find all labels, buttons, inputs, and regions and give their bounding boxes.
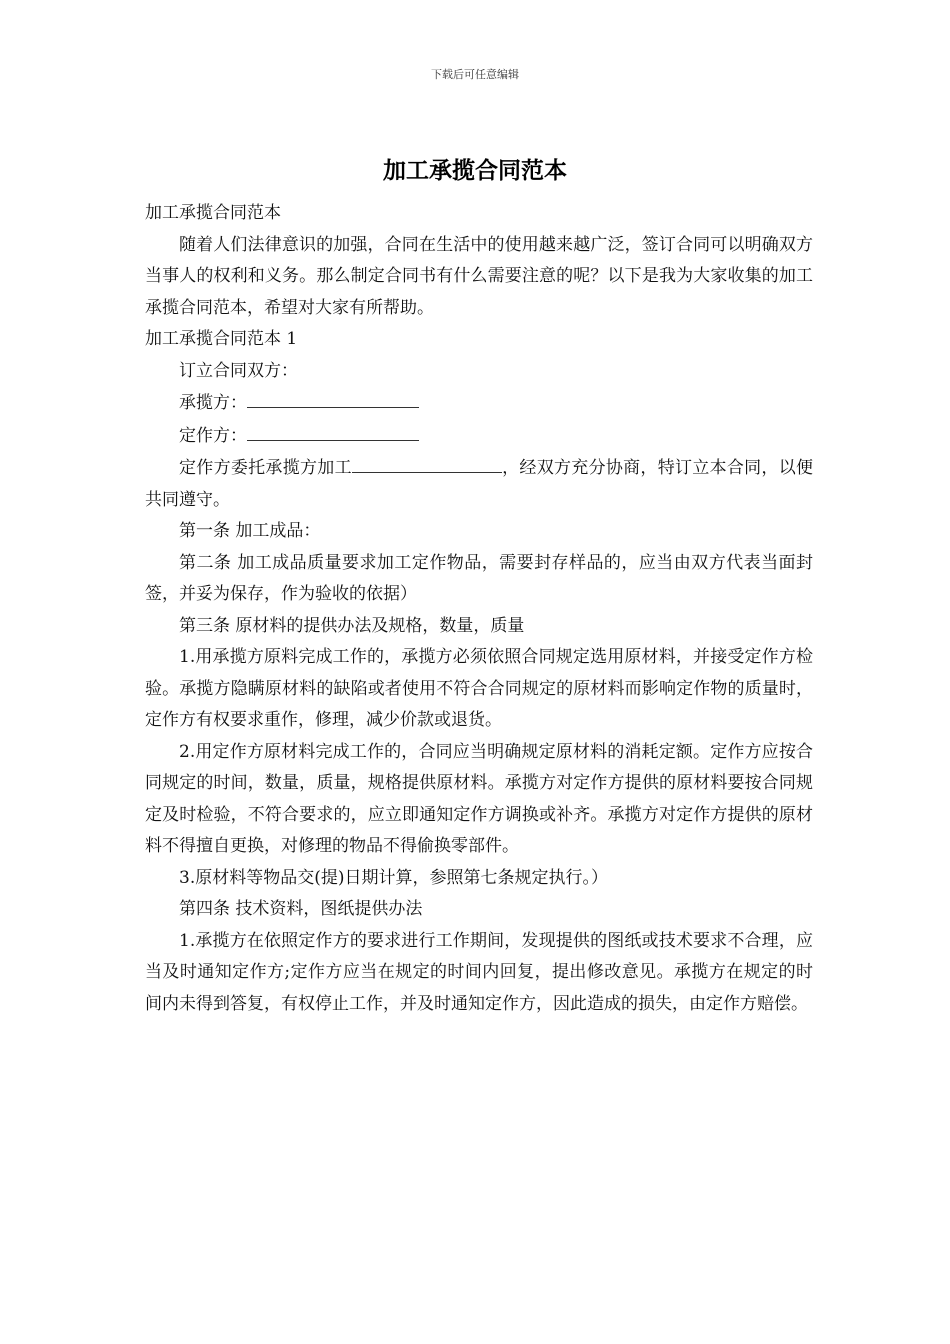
paragraph-commission: 定作方委托承揽方加工 ，经双方充分协商，特订立本合同，以便共同遵守。 [145,452,813,516]
paragraph-article-2: 第二条 加工成品质量要求加工定作物品，需要封存样品的，应当由双方代表当面封签，并妥为保存，作为验收的依据） [145,552,813,604]
orderer-blank [247,420,419,441]
paragraph-sample-heading: 加工承揽合同范本 1 [145,329,298,349]
paragraph-article-3: 第三条 原材料的提供办法及规格，数量，质量 [179,615,525,636]
document-title: 加工承揽合同范本 [383,157,567,184]
document-body [145,198,813,1020]
paragraph-orderer: 定作方： [145,420,813,453]
paragraph-article-4-item-1: 1.承揽方在依照定作方的要求进行工作期间，发现提供的图纸或技术要求不合理，应当及时通知定作方;定作方应当在规定的时间内回复，提出修改意见。承揽方在规定的时间内未得到答复，有权停止工作，并及时通知定作方，因此造成的损失，由定作方赔偿。 [145,930,813,1014]
paragraph-article-3-item-2: 2.用定作方原材料完成工作的，合同应当明确规定原材料的消耗定额。定作方应按合同规定的时间，数量，质量，规格提供原材料。承揽方对定作方提供的原材料要按合同规定及时检验，不符合要求的，应立即通知定作方调换或补齐。承揽方对定作方提供的原材料不得擅自更换，对修理的物品不得偷换零部件。 [145,741,813,856]
paragraph-parties: 订立合同双方： [179,360,298,381]
commission-blank [352,452,502,473]
paragraph-article-4: 第四条 技术资料，图纸提供办法 [179,899,423,919]
contractor-blank [247,387,419,408]
paragraph-article-1: 第一条 加工成品： [179,521,321,541]
paragraph-article-3-item-1: 1.用承揽方原料完成工作的，承揽方必须依照合同规定选用原材料，并接受定作方检验。承揽方隐瞒原材料的缺陷或者使用不符合合同规定的原材料而影响定作物的质量时，定作方有权要求重作，修理，减少价款或退货。 [145,647,813,730]
paragraph-contractor: 承揽方： [145,387,813,420]
header-note: 下载后可任意编辑 [431,68,519,81]
paragraph-intro: 随着人们法律意识的加强，合同在生活中的使用越来越广泛，签订合同可以明确双方当事人的权利和义务。那么制定合同书有什么需要注意的呢？以下是我为大家收集的加工承揽合同范本，希望对大家有所帮助。 [145,234,813,318]
paragraph-article-3-item-3: 3.原材料等物品交(提)日期计算，参照第七条规定执行。） [179,867,608,888]
paragraph-intro-heading: 加工承揽合同范本 [145,203,281,223]
